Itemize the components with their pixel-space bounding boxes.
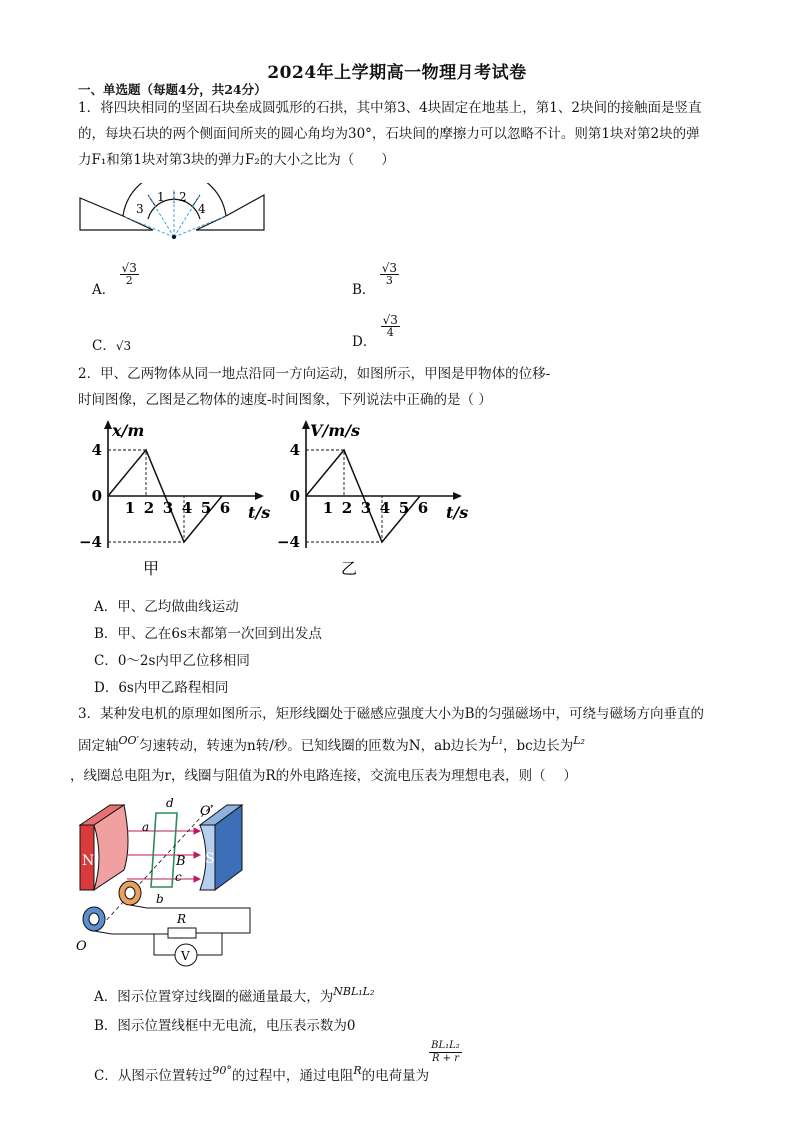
q3-option-a[interactable]: A．图示位置穿过线圈的磁通量最大，为$^{NBL_1L_2}$ — [94, 985, 375, 1005]
page-title: 2024年上学期高一物理月考试卷 — [267, 63, 527, 83]
q1-line1: 1．将四块相同的坚固石块垒成圆弧形的石拱，其中第3、4块固定在地基上，第1、2块间的接触面是竖直 — [78, 100, 702, 116]
q3-line1: 3．某种发电机的原理如图所示，矩形线圈处于磁感应强度大小为B的匀强磁场中，可绕与磁场方向垂直的 — [78, 706, 705, 722]
x-axis-label: t/s — [446, 503, 469, 522]
magnet-n-label: N — [82, 853, 95, 869]
stone-arch-figure — [78, 183, 268, 243]
magnet-s-label: S — [205, 851, 215, 867]
q3-line3: ，线圈总电阻为r，线圈与阻值为R的外电路连接，交流电压表为理想电表，则（ ） — [70, 768, 577, 784]
x-axis-label: t/s — [248, 503, 271, 522]
y-tick-label: 4 — [289, 441, 300, 459]
q2-option-d[interactable]: D．6s内甲乙路程相同 — [94, 680, 229, 696]
stone-label-2: 2 — [179, 190, 187, 204]
x-tick-label: 2 — [341, 499, 353, 517]
q2-option-b[interactable]: B．甲、乙在6s末都第一次回到出发点 — [94, 626, 322, 642]
label-o: O — [76, 939, 87, 954]
graph-yi — [277, 420, 468, 578]
y-axis-arrow — [302, 420, 310, 429]
label-d: d — [166, 796, 174, 810]
generator-figure — [72, 795, 262, 970]
q2-line2: 时间图像，乙图是乙物体的速度-时间图象，下列说法中正确的是（ ） — [78, 392, 492, 408]
x-tick-label: 1 — [124, 499, 136, 517]
y-tick-label: −4 — [276, 533, 300, 551]
q1-option-d[interactable]: D． $\frac{√3}{4}$ — [352, 313, 398, 350]
x-tick-label: 5 — [398, 499, 410, 517]
y-tick-label: 0 — [289, 487, 300, 505]
label-b-field: B — [176, 854, 186, 869]
x-axis-arrow — [453, 492, 462, 500]
y-axis-label: x/m — [112, 421, 145, 440]
q2-option-c[interactable]: C．0～2s内甲乙位移相同 — [94, 653, 250, 669]
graph-caption: 甲 — [143, 559, 160, 578]
label-a: a — [142, 820, 150, 834]
x-tick-label: 5 — [200, 499, 212, 517]
label-b: b — [156, 892, 164, 906]
q2-option-a[interactable]: A．甲、乙均做曲线运动 — [94, 599, 239, 615]
stone-label-4: 4 — [198, 202, 206, 216]
x-tick-label: 6 — [219, 499, 231, 517]
y-tick-label: 0 — [91, 487, 102, 505]
q1-option-a[interactable]: A． $\frac{√3}{2}$ — [92, 261, 137, 298]
q2-graphs — [78, 418, 478, 583]
label-o-prime: O′ — [200, 804, 214, 819]
x-tick-label: 3 — [162, 499, 174, 517]
x-tick-label: 2 — [143, 499, 155, 517]
q1-option-c[interactable]: C．√3 — [92, 338, 132, 354]
x-tick-label: 4 — [181, 499, 193, 517]
q1-line2: 的，每块石块的两个侧面间所夹的圆心角均为30°，石块间的摩擦力可以忽略不计。则第1块对第2块的弹 — [78, 126, 700, 142]
x-tick-label: 6 — [417, 499, 429, 517]
q3-option-b[interactable]: B．图示位置线框中无电流，电压表示数为0 — [94, 1018, 356, 1034]
q3-option-c[interactable]: C．从图示位置转过$_{90^\circ}$的过程中，通过电阻$_R$的电荷量为 $\frac{\text{BL₁L₂}}{R + r}$ — [94, 1040, 460, 1084]
stone-label-3: 3 — [136, 202, 144, 216]
graph-jia — [79, 420, 270, 578]
y-tick-label: −4 — [78, 533, 102, 551]
voltmeter-label: V — [181, 949, 190, 963]
x-tick-label: 3 — [360, 499, 372, 517]
stone-label-1: 1 — [157, 190, 165, 204]
label-c: c — [175, 870, 182, 884]
graph-caption: 乙 — [341, 559, 358, 578]
section-heading: 一、单选题（每题4分，共24分） — [78, 82, 267, 97]
q1-line3: 力F₁和第1块对第3块的弹力F₂的大小之比为（ ） — [78, 152, 395, 168]
x-tick-label: 1 — [322, 499, 334, 517]
q2-line1: 2．甲、乙两物体从同一地点沿同一方向运动，如图所示，甲图是甲物体的位移- — [78, 366, 551, 382]
x-tick-label: 4 — [379, 499, 391, 517]
y-tick-label: 4 — [91, 441, 102, 459]
y-axis-label: V/m/s — [310, 421, 361, 440]
x-axis-arrow — [255, 492, 264, 500]
q1-option-b[interactable]: B． $\frac{√3}{3}$ — [352, 261, 397, 298]
label-r: R — [177, 912, 187, 926]
q3-line2: 固定轴$^{OO'}$匀速转动，转速为n转/秒。已知线圈的匝数为N，ab边长为$^{L_1}$，bc边长为$^{L_2}$ — [78, 734, 585, 754]
y-axis-arrow — [104, 420, 112, 429]
